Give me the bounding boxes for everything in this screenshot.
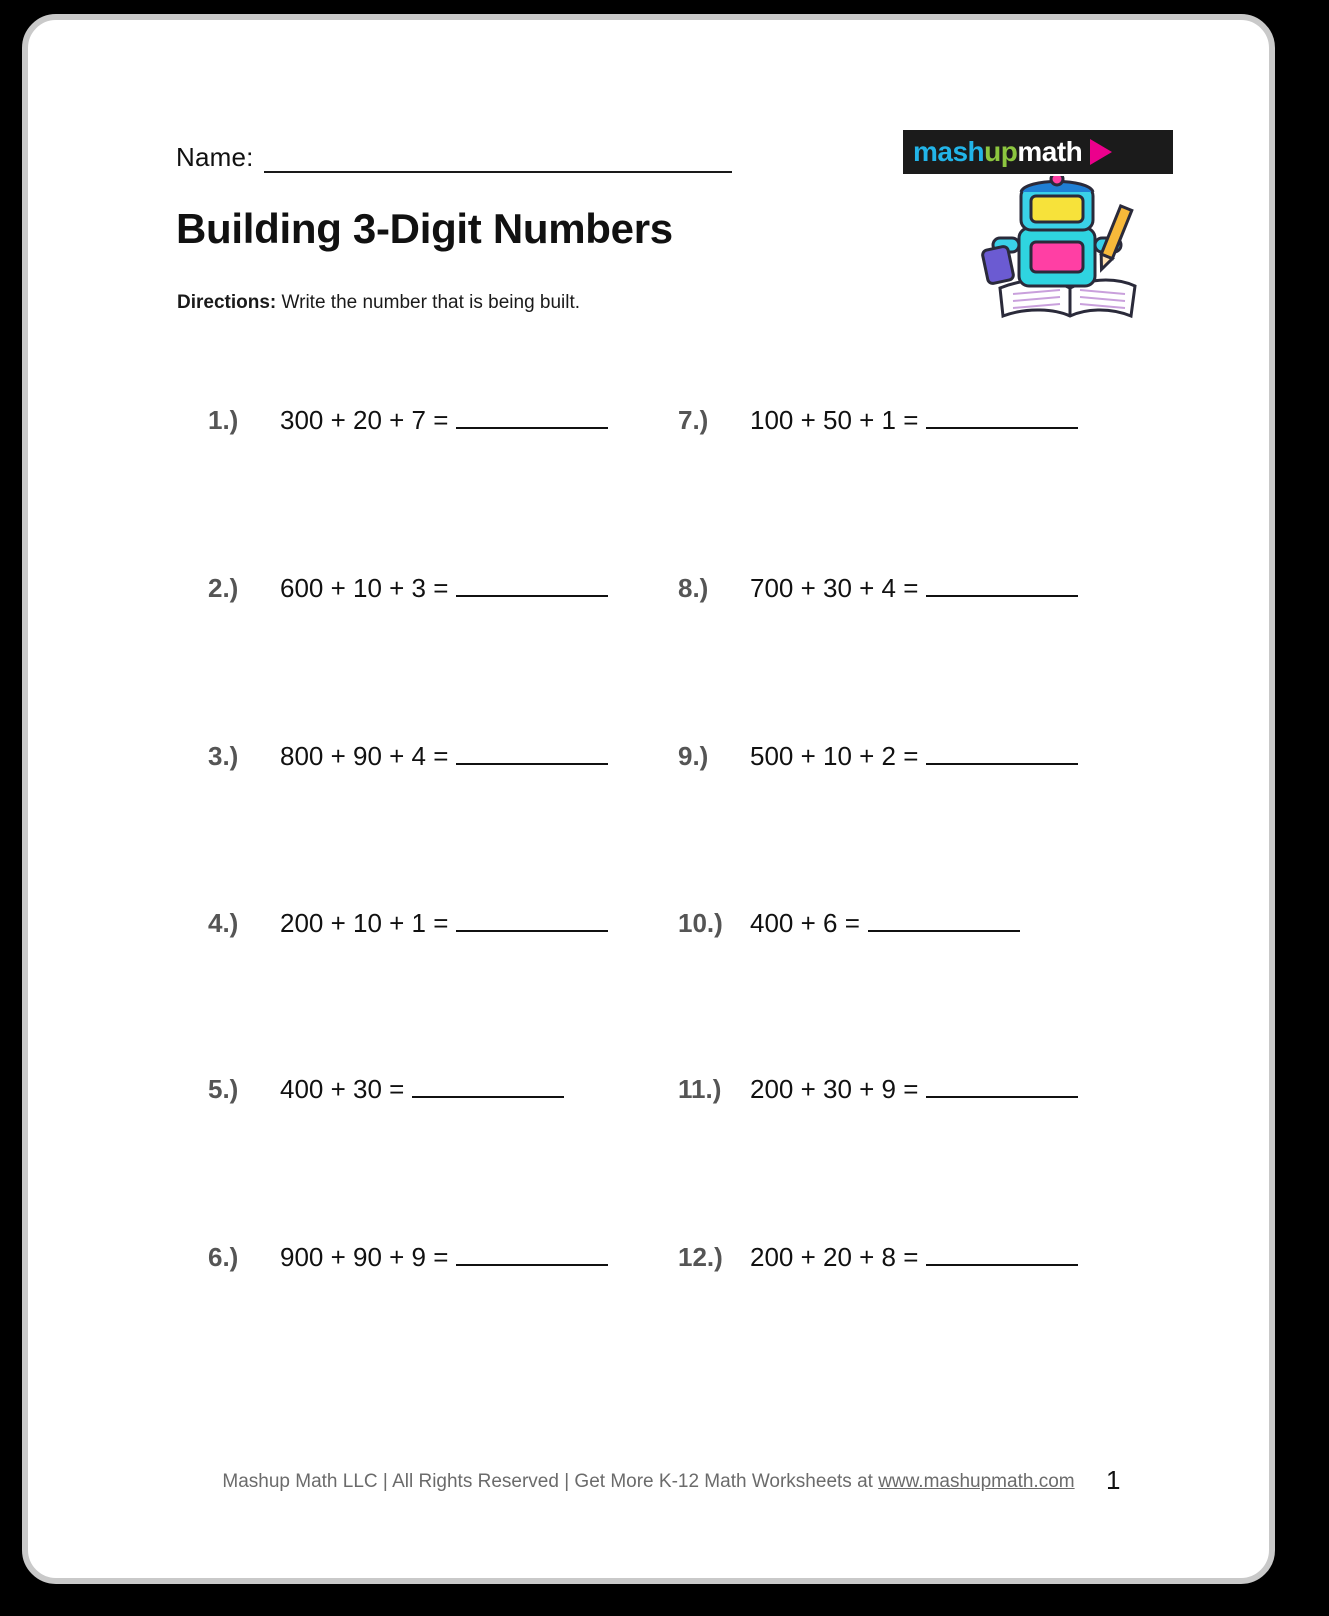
directions-text: Write the number that is being built. bbox=[276, 292, 581, 313]
problem-item bbox=[678, 741, 1078, 772]
problem-expression: 400 + 30 = bbox=[280, 1074, 405, 1104]
problem-expression: 600 + 10 + 3 = bbox=[280, 573, 449, 603]
logo-text-up: up bbox=[984, 136, 1018, 167]
problem-number: 11.) bbox=[678, 1074, 722, 1104]
problem-item bbox=[678, 573, 1078, 604]
answer-blank[interactable] bbox=[926, 407, 1078, 429]
logo-text-mash: mash bbox=[913, 136, 985, 167]
problem-item bbox=[208, 908, 608, 939]
answer-blank[interactable] bbox=[926, 1244, 1078, 1266]
problem-item bbox=[678, 1074, 1078, 1105]
problem-item bbox=[208, 405, 608, 436]
problem-expression: 200 + 10 + 1 = bbox=[280, 908, 449, 938]
answer-blank[interactable] bbox=[926, 575, 1078, 597]
problem-expression: 400 + 6 = bbox=[750, 908, 860, 938]
problem-number: 1.) bbox=[208, 405, 239, 435]
problem-list bbox=[28, 20, 1269, 1578]
footer bbox=[28, 1471, 1269, 1493]
logo-text-math: math bbox=[1017, 136, 1083, 167]
answer-blank[interactable] bbox=[456, 407, 608, 429]
problem-expression: 200 + 30 + 9 = bbox=[750, 1074, 919, 1104]
worksheet-page bbox=[22, 14, 1275, 1584]
problem-expression: 500 + 10 + 2 = bbox=[750, 741, 919, 771]
problem-number: 6.) bbox=[208, 1242, 239, 1272]
answer-blank[interactable] bbox=[926, 1076, 1078, 1098]
problem-expression: 300 + 20 + 7 = bbox=[280, 405, 449, 435]
name-label: Name: bbox=[176, 142, 254, 172]
problem-expression: 800 + 90 + 4 = bbox=[280, 741, 449, 771]
page-title: Building 3-Digit Numbers bbox=[176, 205, 673, 252]
problem-number: 9.) bbox=[678, 741, 709, 771]
problem-item bbox=[208, 573, 608, 604]
problem-number: 7.) bbox=[678, 405, 709, 435]
problem-expression: 700 + 30 + 4 = bbox=[750, 573, 919, 603]
answer-blank[interactable] bbox=[868, 910, 1020, 932]
problem-expression: 200 + 20 + 8 = bbox=[750, 1242, 919, 1272]
answer-blank[interactable] bbox=[456, 575, 608, 597]
answer-blank[interactable] bbox=[456, 1244, 608, 1266]
answer-blank[interactable] bbox=[456, 743, 608, 765]
problem-item bbox=[678, 1242, 1078, 1273]
problem-item bbox=[208, 1074, 564, 1105]
problem-number: 2.) bbox=[208, 573, 239, 603]
problem-number: 5.) bbox=[208, 1074, 239, 1104]
problem-number: 4.) bbox=[208, 908, 239, 938]
footer-link[interactable]: www.mashupmath.com bbox=[878, 1471, 1075, 1492]
answer-blank[interactable] bbox=[926, 743, 1078, 765]
worksheet-sheet bbox=[28, 20, 1269, 1578]
problem-item bbox=[678, 405, 1078, 436]
problem-expression: 100 + 50 + 1 = bbox=[750, 405, 919, 435]
problem-number: 10.) bbox=[678, 908, 723, 938]
problem-number: 8.) bbox=[678, 573, 709, 603]
problem-number: 3.) bbox=[208, 741, 239, 771]
problem-expression: 900 + 90 + 9 = bbox=[280, 1242, 449, 1272]
problem-number: 12.) bbox=[678, 1242, 723, 1272]
problem-item bbox=[678, 908, 1020, 939]
directions-label: Directions: bbox=[177, 292, 277, 313]
problem-item bbox=[208, 1242, 608, 1273]
page-number: 1 bbox=[1106, 1465, 1121, 1495]
answer-blank[interactable] bbox=[412, 1076, 564, 1098]
answer-blank[interactable] bbox=[456, 910, 608, 932]
problem-item bbox=[208, 741, 608, 772]
footer-text: Mashup Math LLC | All Rights Reserved | Get More K-12 Math Worksheets at bbox=[222, 1471, 879, 1492]
